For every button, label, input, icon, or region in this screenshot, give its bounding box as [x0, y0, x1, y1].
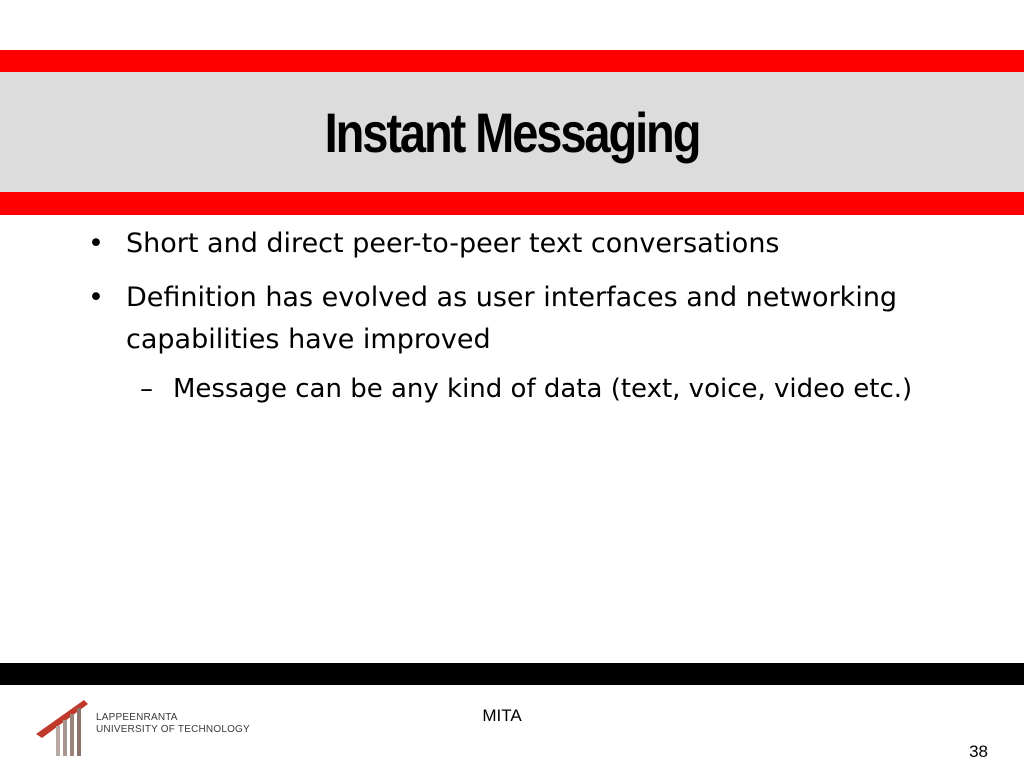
sub-bullet-text: Message can be any kind of data (text, voice, video etc.) [173, 374, 913, 404]
bullet-item [88, 223, 988, 265]
university-name [96, 712, 250, 736]
logo-line-1: LAPPEENRANTA [96, 712, 178, 723]
sub-bullet-item [136, 367, 988, 411]
footer-black-bar [0, 663, 1024, 685]
bullet-text: Definition has evolved as user interfaces and networking capabilities have improved [126, 282, 898, 355]
slide-title: Instant Messaging [324, 100, 700, 164]
slide-body [88, 223, 988, 411]
bullet-mark: • [88, 282, 104, 313]
footer-course-label: MITA [482, 706, 522, 725]
sub-bullet-mark: – [140, 374, 153, 404]
logo-line-2: UNIVERSITY OF TECHNOLOGY [96, 724, 250, 735]
bullet-mark: • [88, 228, 104, 259]
bullet-item [88, 277, 988, 361]
bullet-text: Short and direct peer-to-peer text conversations [126, 228, 780, 259]
page-number: 38 [969, 742, 988, 761]
